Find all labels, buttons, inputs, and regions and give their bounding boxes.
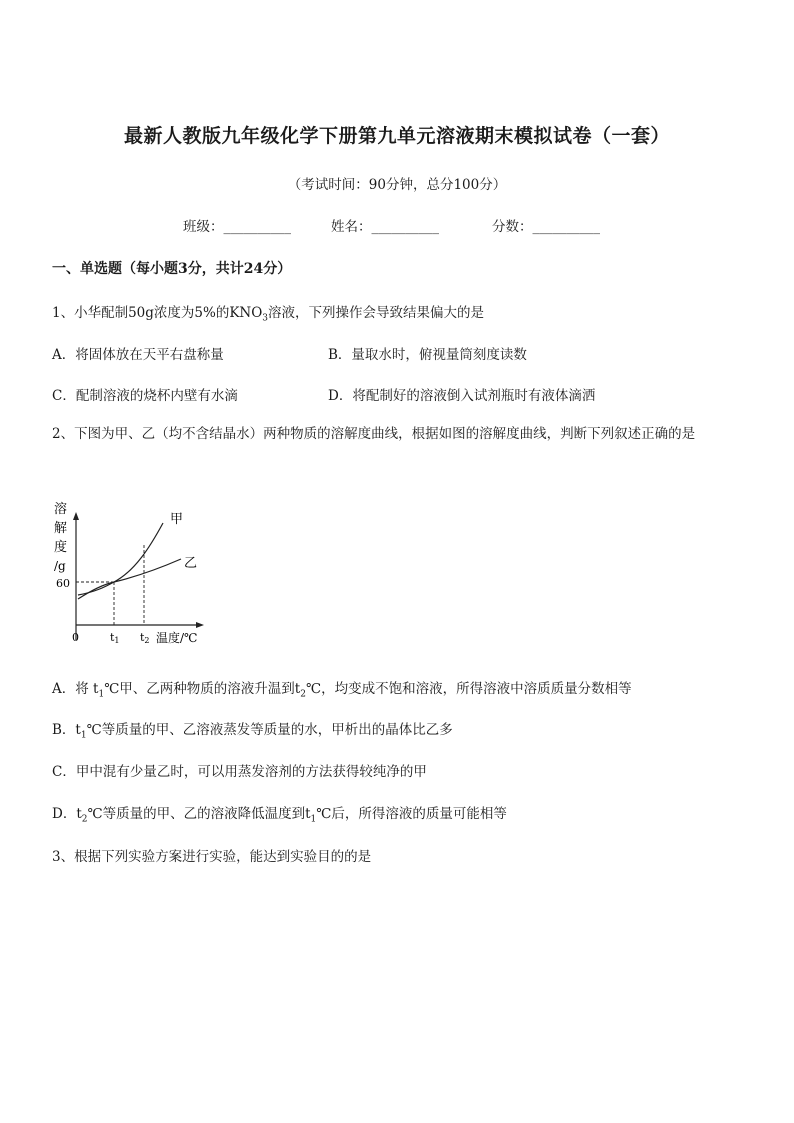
- origin-label: 0: [72, 631, 79, 644]
- question-2-stem: 2、下图为甲、乙（均不含结晶水）两种物质的溶解度曲线，根据如图的溶解度曲线，判断下列叙述正确的是: [52, 426, 696, 442]
- q1-suffix: 溶液，下列操作会导致结果偏大的是: [268, 305, 485, 321]
- label-yi: 乙: [184, 556, 198, 571]
- score-blank: __________: [532, 219, 600, 235]
- section-heading: 一、单选题（每小题3分，共计24分）: [52, 261, 292, 277]
- label-jia: 甲: [170, 512, 184, 527]
- name-label: 姓名：: [331, 219, 372, 235]
- class-field: [183, 215, 291, 235]
- y-label-2: 解: [54, 521, 68, 536]
- page-title: 最新人教版九年级化学下册第九单元溶液期末模拟试卷（一套）: [123, 125, 670, 147]
- name-blank: __________: [371, 219, 439, 235]
- question-3-stem: 3、根据下列实验方案进行实验，能达到实验目的的是: [52, 849, 372, 865]
- question-1-stem: [52, 301, 484, 324]
- class-label: 班级：: [183, 219, 224, 235]
- q2-option-a: A．将 $t_1℃$甲、乙两种物质的溶液升温到$t_2℃$，均变成不饱和溶液，所得溶液中溶质质量分数相等: [52, 681, 632, 700]
- q1-prefix: 1、小华配制50g浓度为5%的KNO: [52, 305, 263, 321]
- class-blank: __________: [223, 219, 291, 235]
- score-label: 分数：: [492, 219, 533, 235]
- score-field: [492, 215, 600, 235]
- q1-option-c: C．配制溶液的烧杯内壁有水滴: [52, 388, 238, 404]
- solubility-graph: [50, 495, 220, 650]
- y-label-4: /g: [54, 559, 66, 573]
- q1-option-b: B．量取水时，俯视量筒刻度读数: [328, 347, 527, 363]
- q2-option-c: C．甲中混有少量乙时，可以用蒸发溶剂的方法获得较纯净的甲: [52, 764, 427, 780]
- curve-yi: [78, 559, 181, 599]
- q2-option-d: D．$t_2℃$等质量的甲、乙的溶液降低温度到$t_1℃$后，所得溶液的质量可能相等: [52, 806, 507, 825]
- y-axis-arrow: [73, 512, 79, 520]
- q1-subscript: 3: [262, 313, 269, 324]
- y-label-3: 度: [54, 540, 68, 555]
- name-field: [331, 215, 439, 235]
- t1-label: t1: [110, 631, 120, 645]
- y-label-1: 溶: [54, 502, 68, 517]
- q1-option-d: D．将配制好的溶液倒入试剂瓶时有液体滴洒: [328, 388, 596, 404]
- q2-option-b: B．$t_1℃$等质量的甲、乙溶液蒸发等质量的水，甲析出的晶体比乙多: [52, 722, 453, 741]
- q1-option-a: A．将固体放在天平右盘称量: [52, 347, 224, 363]
- x-axis-label: 温度/℃: [156, 631, 198, 645]
- t2-label: t2: [140, 631, 150, 645]
- curve-jia: [78, 523, 163, 595]
- y-tick-60: 60: [56, 577, 70, 590]
- x-axis-arrow: [196, 622, 204, 628]
- exam-info: （考试时间：90分钟，总分100分）: [287, 177, 507, 193]
